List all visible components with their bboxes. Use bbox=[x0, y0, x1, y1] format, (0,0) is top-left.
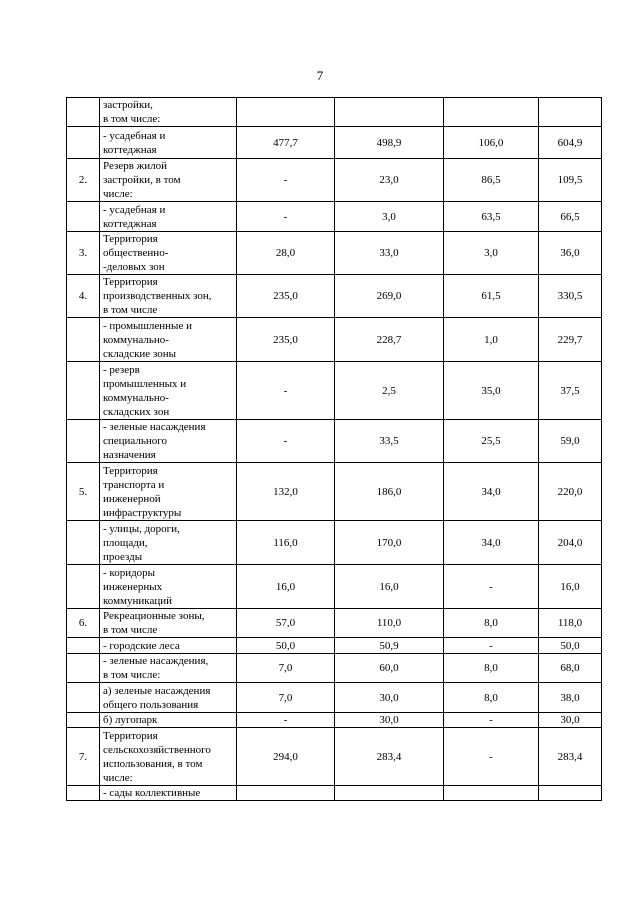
row-number-cell bbox=[67, 127, 100, 159]
territory-name-cell: Резерв жилой застройки, в том числе: bbox=[100, 159, 237, 202]
value-cell-3: 34,0 bbox=[444, 463, 539, 521]
value-cell-2 bbox=[335, 786, 444, 801]
value-cell-2: 269,0 bbox=[335, 275, 444, 318]
value-cell-2: 23,0 bbox=[335, 159, 444, 202]
page-number: 7 bbox=[316, 68, 324, 83]
territory-name-cell: - зеленые насаждения, в том числе: bbox=[100, 654, 237, 683]
table-row bbox=[67, 638, 602, 654]
territory-name-cell: - промышленные и коммунально- складские зоны bbox=[100, 318, 237, 362]
value-cell-4: 66,5 bbox=[539, 202, 602, 232]
value-cell-3: 61,5 bbox=[444, 275, 539, 318]
value-cell-4: 330,5 bbox=[539, 275, 602, 318]
value-cell-2: 30,0 bbox=[335, 683, 444, 713]
territory-name-cell: - улицы, дороги, площади, проезды bbox=[100, 521, 237, 565]
territory-name-cell: - сады коллективные bbox=[100, 786, 237, 801]
row-number-cell bbox=[67, 202, 100, 232]
value-cell-1: 16,0 bbox=[237, 565, 335, 609]
territory-name-cell: Территория транспорта и инженерной инфраструктуры bbox=[100, 463, 237, 521]
value-cell-4: 16,0 bbox=[539, 565, 602, 609]
row-number-cell bbox=[67, 654, 100, 683]
value-cell-2: 2,5 bbox=[335, 362, 444, 420]
value-cell-1: 235,0 bbox=[237, 318, 335, 362]
row-number-cell bbox=[67, 638, 100, 654]
value-cell-1: 235,0 bbox=[237, 275, 335, 318]
value-cell-1: - bbox=[237, 713, 335, 728]
table-row bbox=[67, 609, 602, 638]
value-cell-3: 34,0 bbox=[444, 521, 539, 565]
value-cell-1: 294,0 bbox=[237, 728, 335, 786]
table-row bbox=[67, 98, 602, 127]
row-number-cell bbox=[67, 565, 100, 609]
value-cell-4: 283,4 bbox=[539, 728, 602, 786]
table-row bbox=[67, 713, 602, 728]
value-cell-3: 3,0 bbox=[444, 232, 539, 275]
value-cell-3: 1,0 bbox=[444, 318, 539, 362]
value-cell-3: 63,5 bbox=[444, 202, 539, 232]
value-cell-2 bbox=[335, 98, 444, 127]
row-number-cell bbox=[67, 362, 100, 420]
value-cell-1 bbox=[237, 98, 335, 127]
row-number-cell bbox=[67, 521, 100, 565]
value-cell-4: 68,0 bbox=[539, 654, 602, 683]
table-row bbox=[67, 159, 602, 202]
row-number-cell bbox=[67, 98, 100, 127]
territory-name-cell: б) лугопарк bbox=[100, 713, 237, 728]
value-cell-4: 229,7 bbox=[539, 318, 602, 362]
value-cell-2: 498,9 bbox=[335, 127, 444, 159]
table-row bbox=[67, 728, 602, 786]
value-cell-4: 38,0 bbox=[539, 683, 602, 713]
value-cell-1: 7,0 bbox=[237, 654, 335, 683]
territory-name-cell: а) зеленые насаждения общего пользования bbox=[100, 683, 237, 713]
value-cell-4: 204,0 bbox=[539, 521, 602, 565]
value-cell-1: - bbox=[237, 202, 335, 232]
value-cell-3 bbox=[444, 786, 539, 801]
value-cell-2: 33,5 bbox=[335, 420, 444, 463]
territory-name-cell: Территория производственных зон, в том числе bbox=[100, 275, 237, 318]
value-cell-4: 118,0 bbox=[539, 609, 602, 638]
value-cell-4: 36,0 bbox=[539, 232, 602, 275]
value-cell-1: 7,0 bbox=[237, 683, 335, 713]
value-cell-4 bbox=[539, 786, 602, 801]
value-cell-4: 604,9 bbox=[539, 127, 602, 159]
value-cell-2: 16,0 bbox=[335, 565, 444, 609]
row-number-cell: 5. bbox=[67, 463, 100, 521]
value-cell-3 bbox=[444, 98, 539, 127]
table-row bbox=[67, 275, 602, 318]
value-cell-3: 8,0 bbox=[444, 654, 539, 683]
table-row bbox=[67, 786, 602, 801]
table-row bbox=[67, 318, 602, 362]
value-cell-3: 8,0 bbox=[444, 609, 539, 638]
value-cell-1: 57,0 bbox=[237, 609, 335, 638]
row-number-cell: 6. bbox=[67, 609, 100, 638]
value-cell-1: 132,0 bbox=[237, 463, 335, 521]
value-cell-2: 33,0 bbox=[335, 232, 444, 275]
value-cell-4: 220,0 bbox=[539, 463, 602, 521]
value-cell-2: 50,9 bbox=[335, 638, 444, 654]
table-row bbox=[67, 420, 602, 463]
row-number-cell: 7. bbox=[67, 728, 100, 786]
table-row bbox=[67, 654, 602, 683]
row-number-cell: 4. bbox=[67, 275, 100, 318]
value-cell-1: - bbox=[237, 362, 335, 420]
value-cell-4: 30,0 bbox=[539, 713, 602, 728]
territory-name-cell: застройки, в том числе: bbox=[100, 98, 237, 127]
row-number-cell: 2. bbox=[67, 159, 100, 202]
value-cell-4: 59,0 bbox=[539, 420, 602, 463]
territory-name-cell: - усадебная и коттеджная bbox=[100, 127, 237, 159]
value-cell-4: 50,0 bbox=[539, 638, 602, 654]
territory-name-cell: - усадебная и коттеджная bbox=[100, 202, 237, 232]
value-cell-2: 170,0 bbox=[335, 521, 444, 565]
value-cell-1: 28,0 bbox=[237, 232, 335, 275]
row-number-cell bbox=[67, 786, 100, 801]
territory-name-cell: Территория общественно- -деловых зон bbox=[100, 232, 237, 275]
territory-name-cell: - зеленые насаждения специального назначения bbox=[100, 420, 237, 463]
value-cell-2: 283,4 bbox=[335, 728, 444, 786]
table-row bbox=[67, 202, 602, 232]
table-row bbox=[67, 683, 602, 713]
row-number-cell bbox=[67, 420, 100, 463]
territory-name-cell: - резерв промышленных и коммунально- складских зон bbox=[100, 362, 237, 420]
value-cell-2: 60,0 bbox=[335, 654, 444, 683]
value-cell-2: 228,7 bbox=[335, 318, 444, 362]
value-cell-3: 106,0 bbox=[444, 127, 539, 159]
territory-name-cell: - коридоры инженерных коммуникаций bbox=[100, 565, 237, 609]
value-cell-3: 25,5 bbox=[444, 420, 539, 463]
value-cell-3: - bbox=[444, 713, 539, 728]
row-number-cell bbox=[67, 683, 100, 713]
value-cell-3: 8,0 bbox=[444, 683, 539, 713]
value-cell-3: 35,0 bbox=[444, 362, 539, 420]
value-cell-2: 30,0 bbox=[335, 713, 444, 728]
territory-name-cell: - городские леса bbox=[100, 638, 237, 654]
row-number-cell bbox=[67, 318, 100, 362]
value-cell-1: - bbox=[237, 159, 335, 202]
value-cell-1: - bbox=[237, 420, 335, 463]
table-row bbox=[67, 127, 602, 159]
table-row bbox=[67, 521, 602, 565]
value-cell-3: - bbox=[444, 565, 539, 609]
value-cell-3: - bbox=[444, 728, 539, 786]
territory-name-cell: Территория сельскохозяйственного использования, в том числе: bbox=[100, 728, 237, 786]
table-row bbox=[67, 565, 602, 609]
value-cell-1 bbox=[237, 786, 335, 801]
value-cell-1: 50,0 bbox=[237, 638, 335, 654]
value-cell-4: 37,5 bbox=[539, 362, 602, 420]
value-cell-1: 477,7 bbox=[237, 127, 335, 159]
value-cell-2: 186,0 bbox=[335, 463, 444, 521]
value-cell-1: 116,0 bbox=[237, 521, 335, 565]
land-use-table bbox=[66, 97, 602, 801]
value-cell-4: 109,5 bbox=[539, 159, 602, 202]
value-cell-4 bbox=[539, 98, 602, 127]
value-cell-3: - bbox=[444, 638, 539, 654]
table-row bbox=[67, 232, 602, 275]
value-cell-3: 86,5 bbox=[444, 159, 539, 202]
row-number-cell: 3. bbox=[67, 232, 100, 275]
row-number-cell bbox=[67, 713, 100, 728]
table-row bbox=[67, 463, 602, 521]
value-cell-2: 3,0 bbox=[335, 202, 444, 232]
territory-name-cell: Рекреационные зоны, в том числе bbox=[100, 609, 237, 638]
table-row bbox=[67, 362, 602, 420]
value-cell-2: 110,0 bbox=[335, 609, 444, 638]
